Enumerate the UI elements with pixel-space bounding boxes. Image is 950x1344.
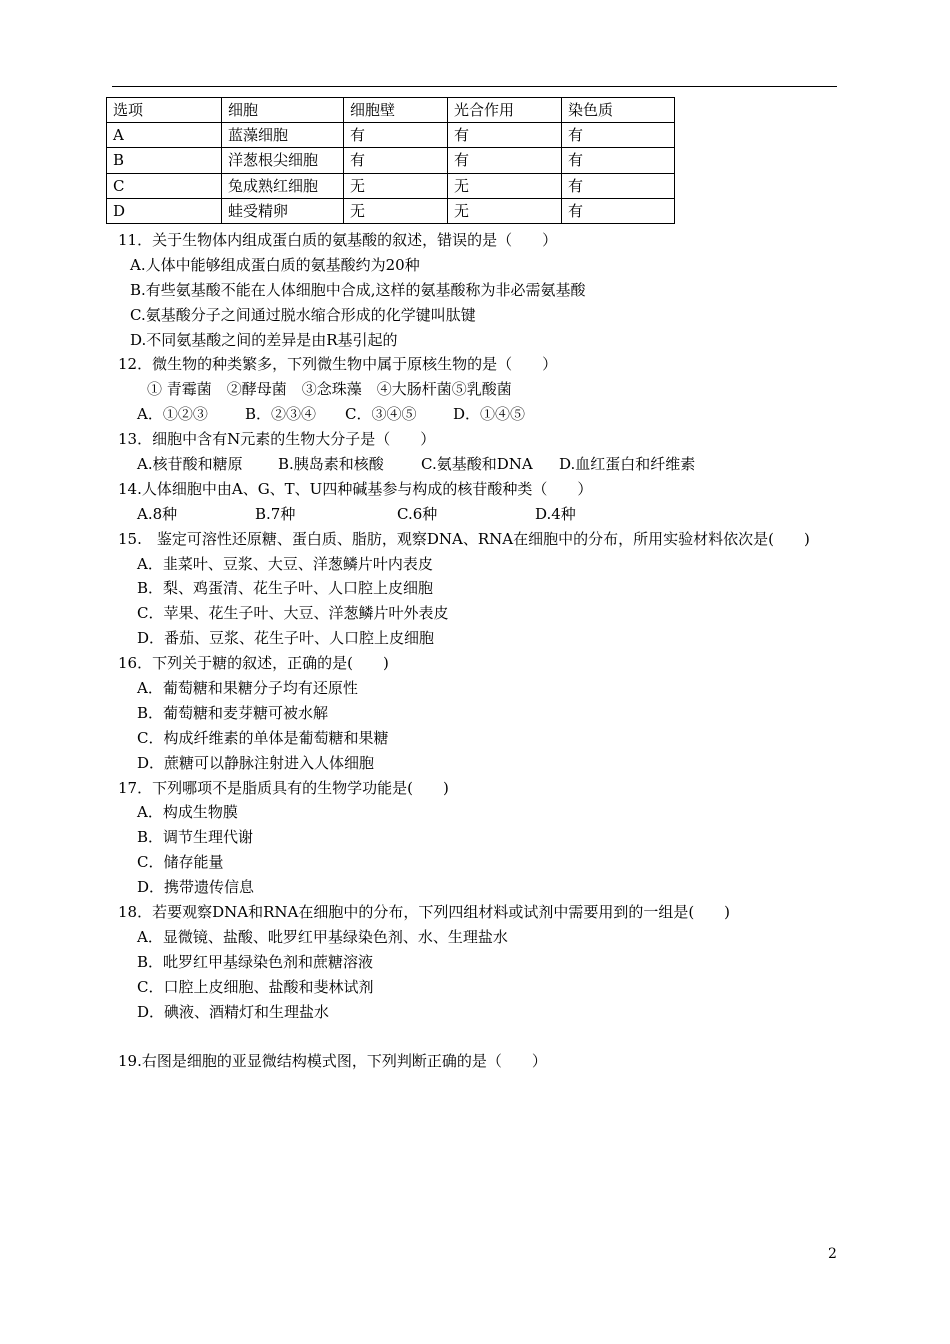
question-14-option-c: C.6种 — [397, 504, 438, 523]
question-12-options — [0, 402, 950, 427]
table-cell: 有 — [344, 148, 448, 173]
table-cell: C — [107, 173, 222, 198]
table-header-cell: 选项 — [107, 98, 222, 123]
table-cell: D — [107, 198, 222, 223]
question-18-option-b: B．吡罗红甲基绿染色剂和蔗糖溶液 — [137, 952, 374, 971]
question-17-option-c: C．储存能量 — [137, 853, 224, 872]
table-header-cell: 光合作用 — [448, 98, 562, 123]
question-14-stem: 14.人体细胞中由A、G、T、U四种碱基参与构成的核苷酸种类（ ） — [118, 479, 593, 498]
question-15-option-d: D．番茄、豆浆、花生子叶、人口腔上皮细胞 — [137, 629, 435, 648]
table-cell: 无 — [344, 198, 448, 223]
question-12-items: ① 青霉菌 ②酵母菌 ③念珠藻 ④大肠杆菌⑤乳酸菌 — [147, 380, 512, 399]
table-header-cell: 细胞 — [222, 98, 344, 123]
table-cell: 洋葱根尖细胞 — [222, 148, 344, 173]
question-14-option-d: D.4种 — [535, 504, 576, 523]
question-11-option-d: D.不同氨基酸之间的差异是由R基引起的 — [130, 330, 398, 349]
table-row — [107, 198, 675, 223]
table-cell: B — [107, 148, 222, 173]
question-19-stem: 19.右图是细胞的亚显微结构模式图，下列判断正确的是（ ） — [118, 1052, 547, 1071]
question-12-option-a: A．①②③ — [137, 405, 208, 424]
question-13-option-b: B.胰岛素和核酸 — [278, 455, 384, 474]
question-13-stem: 13．细胞中含有N元素的生物大分子是（ ） — [118, 430, 436, 449]
question-17-stem: 17．下列哪项不是脂质具有的生物学功能是( ) — [118, 778, 449, 797]
table-header-row — [107, 98, 675, 123]
table-cell: 有 — [344, 123, 448, 148]
question-13-option-c: C.氨基酸和DNA — [421, 455, 533, 474]
question-17-option-d: D．携带遗传信息 — [137, 878, 255, 897]
question-18-option-a: A．显微镜、盐酸、吡罗红甲基绿染色剂、水、生理盐水 — [137, 927, 508, 946]
table-row — [107, 148, 675, 173]
table-header-cell: 细胞壁 — [344, 98, 448, 123]
question-15-option-b: B．梨、鸡蛋清、花生子叶、人口腔上皮细胞 — [137, 579, 434, 598]
table-cell: 有 — [448, 123, 562, 148]
table-row — [107, 123, 675, 148]
question-14-options — [0, 502, 950, 527]
questions — [0, 228, 950, 1074]
question-11-option-c: C.氨基酸分子之间通过脱水缩合形成的化学键叫肽键 — [130, 305, 476, 324]
question-16-option-b: B．葡萄糖和麦芽糖可被水解 — [137, 703, 329, 722]
table-row — [107, 173, 675, 198]
table-cell: 有 — [562, 173, 675, 198]
question-17-option-a: A．构成生物膜 — [137, 803, 238, 822]
question-13-options — [0, 452, 950, 477]
question-12-option-c: C．③④⑤ — [345, 405, 417, 424]
table-cell: 无 — [448, 173, 562, 198]
table-cell: 有 — [448, 148, 562, 173]
question-13-option-a: A.核苷酸和糖原 — [137, 455, 243, 474]
table-cell: 有 — [562, 198, 675, 223]
question-16-option-a: A．葡萄糖和果糖分子均有还原性 — [137, 679, 358, 698]
question-18-option-d: D．碘液、酒精灯和生理盐水 — [137, 1002, 330, 1021]
question-12-stem: 12．微生物的种类繁多，下列微生物中属于原核生物的是（ ） — [118, 355, 558, 374]
table-cell: A — [107, 123, 222, 148]
question-12-option-b: B．②③④ — [245, 405, 317, 424]
blank-line — [0, 1025, 950, 1050]
header-rule — [112, 86, 837, 87]
table-cell: 兔成熟红细胞 — [222, 173, 344, 198]
page-number: 2 — [828, 1246, 837, 1262]
question-18-stem: 18．若要观察DNA和RNA在细胞中的分布，下列四组材料或试剂中需要用到的一组是( ) — [118, 903, 731, 922]
question-15-stem: 15. 鉴定可溶性还原糖、蛋白质、脂肪，观察DNA、RNA在细胞中的分布，所用实验材料依次是( ) — [118, 529, 810, 548]
question-11-stem: 11．关于生物体内组成蛋白质的氨基酸的叙述，错误的是（ ） — [118, 231, 558, 249]
question-14-option-b: B.7种 — [255, 504, 296, 523]
question-15-option-a: A．韭菜叶、豆浆、大豆、洋葱鳞片叶内表皮 — [137, 554, 433, 573]
question-16-option-d: D．蔗糖可以静脉注射进入人体细胞 — [137, 753, 375, 772]
question-15-option-c: C．苹果、花生子叶、大豆、洋葱鳞片叶外表皮 — [137, 604, 449, 623]
options-table — [106, 97, 675, 224]
question-14-option-a: A.8种 — [137, 504, 178, 523]
table-cell: 无 — [448, 198, 562, 223]
table-cell: 有 — [562, 123, 675, 148]
question-16-option-c: C．构成纤维素的单体是葡萄糖和果糖 — [137, 728, 389, 747]
question-11-option-a: A.人体中能够组成蛋白质的氨基酸约为20种 — [130, 255, 420, 274]
table-cell: 蓝藻细胞 — [222, 123, 344, 148]
table-header-cell: 染色质 — [562, 98, 675, 123]
question-11-option-b: B.有些氨基酸不能在人体细胞中合成,这样的氨基酸称为非必需氨基酸 — [130, 280, 586, 299]
question-12-option-d: D．①④⑤ — [453, 405, 526, 424]
question-17-option-b: B．调节生理代谢 — [137, 828, 254, 847]
question-16-stem: 16．下列关于糖的叙述，正确的是( ) — [118, 654, 389, 673]
table-cell: 无 — [344, 173, 448, 198]
table-cell: 蛙受精卵 — [222, 198, 344, 223]
question-13-option-d: D.血红蛋白和纤维素 — [559, 455, 696, 474]
question-18-option-c: C．口腔上皮细胞、盐酸和斐林试剂 — [137, 977, 374, 996]
table-cell: 有 — [562, 148, 675, 173]
